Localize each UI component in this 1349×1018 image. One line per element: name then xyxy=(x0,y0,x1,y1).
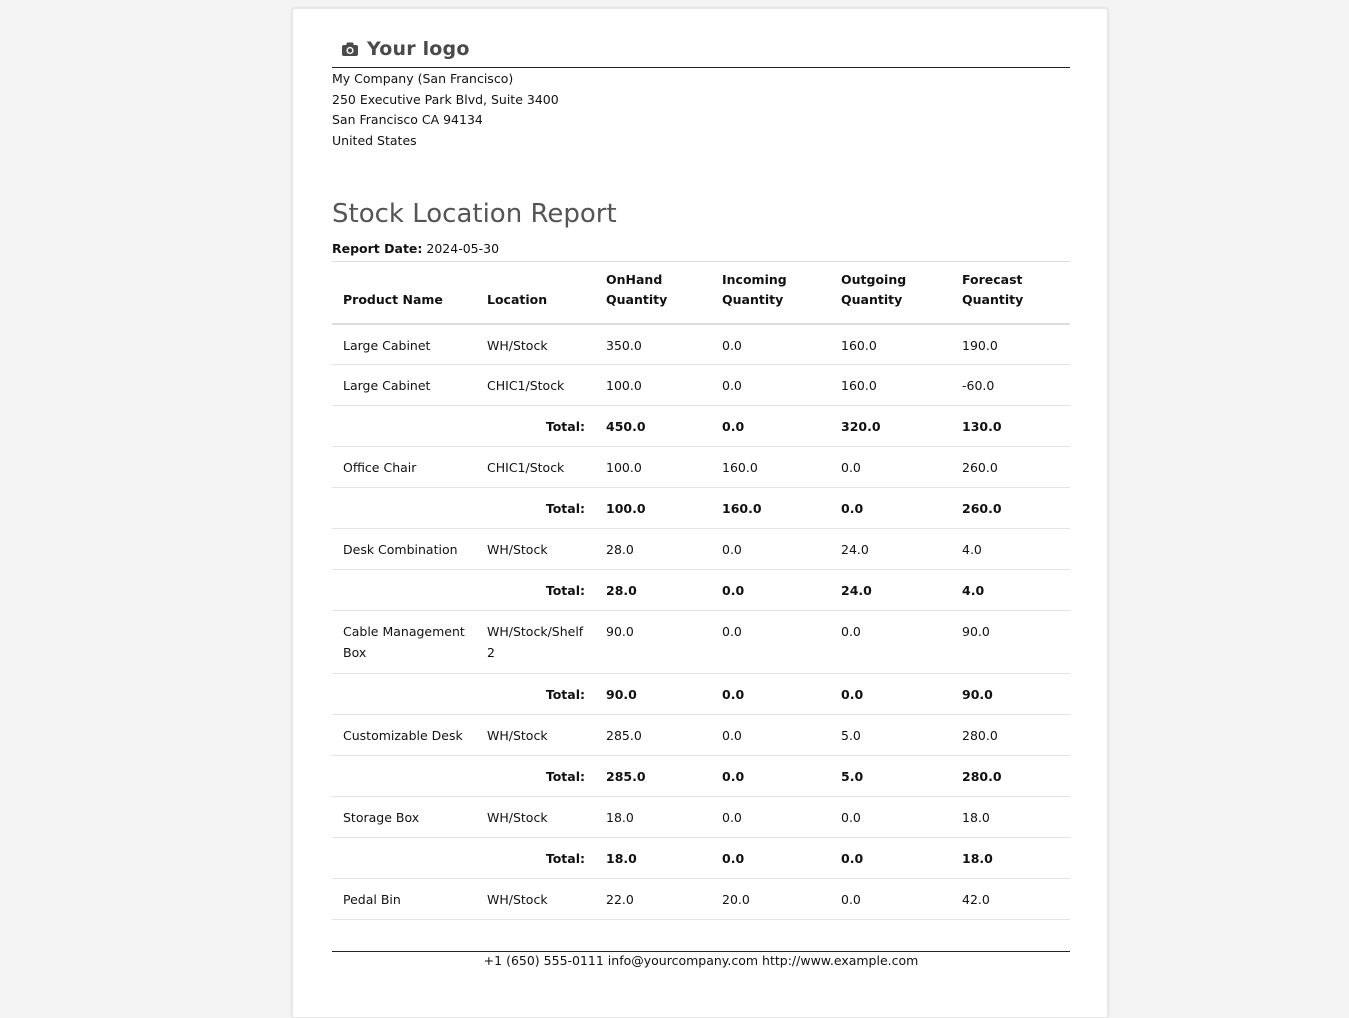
cell-incoming: 0.0 xyxy=(722,337,742,353)
report-title: Stock Location Report xyxy=(332,199,617,229)
cell-location: CHIC1/Stock xyxy=(487,460,565,475)
cell-product-name: Large Cabinet xyxy=(343,378,431,393)
cell-incoming: 0.0 xyxy=(722,687,745,702)
total-label: Total: xyxy=(545,583,585,598)
report-date-label: Report Date: xyxy=(332,241,423,256)
cell-product-name: Cable Management Box xyxy=(343,624,465,660)
cell-incoming: 0.0 xyxy=(722,419,745,434)
cell-location: WH/Stock xyxy=(487,728,548,743)
logo-text: Your logo xyxy=(367,38,470,60)
total-label: Total: xyxy=(545,419,585,434)
cell-incoming: 0.0 xyxy=(722,810,742,825)
report-page xyxy=(292,8,1108,1018)
cell-forecast: 18.0 xyxy=(962,851,993,866)
empty-cell xyxy=(332,674,476,715)
cell-onhand: 28.0 xyxy=(606,583,637,598)
cell-onhand: 450.0 xyxy=(606,419,646,434)
cell-product-name: Customizable Desk xyxy=(343,728,463,743)
cell-forecast: 190.0 xyxy=(962,337,998,353)
cell-onhand: 90.0 xyxy=(606,687,637,702)
header-divider xyxy=(332,67,1070,68)
table-total-row xyxy=(332,838,1070,879)
table-row xyxy=(332,611,1070,674)
cell-incoming: 0.0 xyxy=(722,624,742,639)
cell-product-name: Office Chair xyxy=(343,460,417,475)
cell-forecast: 90.0 xyxy=(962,687,993,702)
company-country: United States xyxy=(332,132,417,148)
camera-icon xyxy=(341,41,359,57)
table-total-row xyxy=(332,756,1070,797)
cell-location: WH/Stock/Shelf 2 xyxy=(487,624,584,660)
cell-forecast: -60.0 xyxy=(962,378,995,393)
table-row xyxy=(332,529,1070,570)
cell-outgoing: 0.0 xyxy=(841,501,864,516)
cell-onhand: 18.0 xyxy=(606,810,634,825)
cell-incoming: 0.0 xyxy=(722,728,742,743)
header-product-name: Product Name xyxy=(343,291,443,307)
cell-forecast: 260.0 xyxy=(962,501,1002,516)
total-label: Total: xyxy=(545,851,585,866)
table-total-row xyxy=(332,674,1070,715)
table-row xyxy=(332,324,1070,365)
cell-location: WH/Stock xyxy=(487,337,548,353)
cell-incoming: 0.0 xyxy=(722,378,742,393)
total-label: Total: xyxy=(545,687,585,702)
table-total-row xyxy=(332,570,1070,611)
cell-onhand: 285.0 xyxy=(606,769,646,784)
table-row xyxy=(332,447,1070,488)
cell-outgoing: 0.0 xyxy=(841,892,861,907)
cell-onhand: 100.0 xyxy=(606,378,642,393)
cell-incoming: 0.0 xyxy=(722,851,745,866)
cell-location: WH/Stock xyxy=(487,542,548,557)
cell-outgoing: 0.0 xyxy=(841,810,861,825)
cell-incoming: 20.0 xyxy=(722,892,750,907)
empty-cell xyxy=(332,838,476,879)
cell-onhand: 90.0 xyxy=(606,624,634,639)
cell-outgoing: 0.0 xyxy=(841,460,861,475)
cell-incoming: 160.0 xyxy=(722,501,762,516)
table-row xyxy=(332,365,1070,406)
header-onhand-quantity: OnHand Quantity xyxy=(606,271,668,307)
cell-location: CHIC1/Stock xyxy=(487,378,565,393)
cell-outgoing: 0.0 xyxy=(841,624,861,639)
table-header-row xyxy=(332,262,1070,324)
report-date xyxy=(332,241,499,256)
cell-outgoing: 160.0 xyxy=(841,378,877,393)
cell-onhand: 28.0 xyxy=(606,542,634,557)
cell-incoming: 0.0 xyxy=(722,542,742,557)
cell-incoming: 0.0 xyxy=(722,583,745,598)
report-date-value: 2024-05-30 xyxy=(426,241,500,256)
table-body xyxy=(332,324,1070,920)
total-label: Total: xyxy=(545,769,585,784)
cell-product-name: Storage Box xyxy=(343,810,420,825)
cell-onhand: 100.0 xyxy=(606,501,646,516)
cell-outgoing: 320.0 xyxy=(841,419,881,434)
company-address xyxy=(332,69,559,151)
table-header xyxy=(332,262,1070,324)
cell-incoming: 160.0 xyxy=(722,460,758,475)
cell-onhand: 18.0 xyxy=(606,851,637,866)
cell-forecast: 90.0 xyxy=(962,624,990,639)
company-city: San Francisco CA 94134 xyxy=(332,112,483,127)
empty-cell xyxy=(332,406,476,447)
cell-forecast: 18.0 xyxy=(962,810,990,825)
header-outgoing-quantity: Outgoing Quantity xyxy=(841,271,907,307)
empty-cell xyxy=(332,488,476,529)
table-row xyxy=(332,715,1070,756)
cell-forecast: 42.0 xyxy=(962,892,990,907)
cell-location: WH/Stock xyxy=(487,810,548,825)
stock-table xyxy=(332,261,1070,920)
cell-onhand: 22.0 xyxy=(606,892,634,907)
cell-onhand: 100.0 xyxy=(606,460,642,475)
cell-incoming: 0.0 xyxy=(722,769,745,784)
cell-forecast: 260.0 xyxy=(962,460,998,475)
empty-cell xyxy=(332,756,476,797)
table-total-row xyxy=(332,406,1070,447)
cell-product-name: Pedal Bin xyxy=(343,892,401,907)
company-logo xyxy=(341,35,470,63)
cell-onhand: 285.0 xyxy=(606,728,642,743)
cell-outgoing: 24.0 xyxy=(841,542,869,557)
footer-divider xyxy=(332,951,1070,952)
cell-outgoing: 160.0 xyxy=(841,337,877,353)
table-row xyxy=(332,879,1070,920)
header-incoming-quantity: Incoming Quantity xyxy=(722,271,787,307)
cell-onhand: 350.0 xyxy=(606,337,642,353)
cell-outgoing: 5.0 xyxy=(841,728,861,743)
cell-outgoing: 0.0 xyxy=(841,687,864,702)
cell-product-name: Desk Combination xyxy=(343,542,458,557)
cell-forecast: 280.0 xyxy=(962,769,1002,784)
company-name: My Company (San Francisco) xyxy=(332,71,514,86)
table-row xyxy=(332,797,1070,838)
cell-outgoing: 24.0 xyxy=(841,583,872,598)
header-location: Location xyxy=(487,291,548,307)
company-street: 250 Executive Park Blvd, Suite 3400 xyxy=(332,91,559,107)
cell-forecast: 4.0 xyxy=(962,583,985,598)
table-total-row xyxy=(332,488,1070,529)
header-forecast-quantity: Forecast Quantity xyxy=(962,271,1024,307)
cell-outgoing: 5.0 xyxy=(841,769,864,784)
empty-cell xyxy=(332,570,476,611)
cell-forecast: 280.0 xyxy=(962,728,998,743)
cell-forecast: 4.0 xyxy=(962,542,982,557)
total-label: Total: xyxy=(545,501,585,516)
cell-outgoing: 0.0 xyxy=(841,851,864,866)
cell-forecast: 130.0 xyxy=(962,419,1002,434)
cell-product-name: Large Cabinet xyxy=(343,337,431,353)
cell-location: WH/Stock xyxy=(487,892,548,907)
footer-contact: +1 (650) 555-0111 info@yourcompany.com http://www.example.com xyxy=(483,953,919,968)
